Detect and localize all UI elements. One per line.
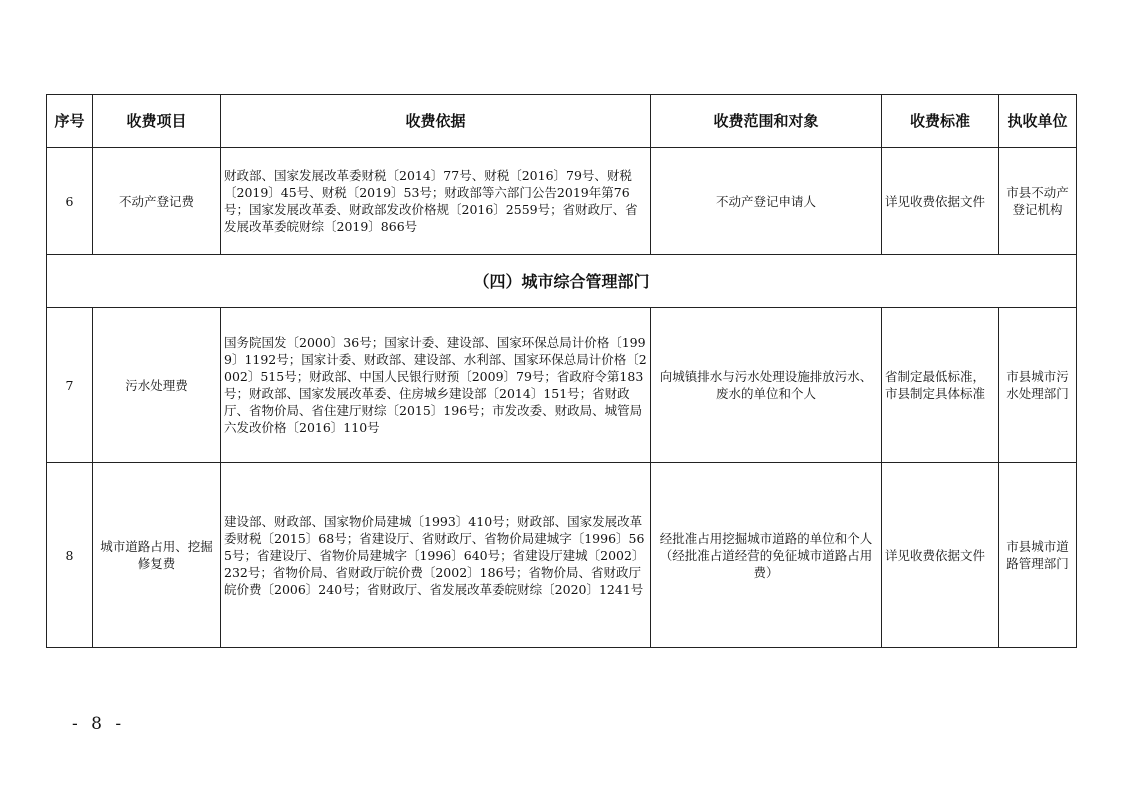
row-no: 6 [47,148,93,255]
page-number: - 8 - [72,714,126,734]
row-unit: 市县不动产登记机构 [999,148,1077,255]
table-row [47,148,1077,255]
header-item: 收费项目 [93,95,221,148]
row-item: 不动产登记费 [93,148,221,255]
section-title: （四）城市综合管理部门 [47,255,1077,308]
row-no: 7 [47,308,93,463]
row-standard: 省制定最低标准，市县制定具体标准 [882,308,999,463]
header-basis: 收费依据 [221,95,651,148]
row-basis: 建设部、财政部、国家物价局建城〔1993〕410号；财政部、国家发展改革委财税〔2015〕68号；省建设厅、省财政厅、省物价局建城字〔1996〕565号；省建设厅、省物价局建城字〔1996〕640号；省建设厅建城〔2002〕232号；省物价局、省财政厅皖价费〔2002〕186号；省物价局、省财政厅皖价费〔2006〕240号；省财政厅、省发展改革委皖财综〔2020〕1241号 [221,463,651,648]
header-unit: 执收单位 [999,95,1077,148]
table-row [47,308,1077,463]
section-row [47,255,1077,308]
row-no: 8 [47,463,93,648]
row-scope: 经批准占用挖掘城市道路的单位和个人（经批准占道经营的免征城市道路占用费） [651,463,882,648]
row-scope: 向城镇排水与污水处理设施排放污水、废水的单位和个人 [651,308,882,463]
table-row [47,463,1077,648]
fee-table [46,94,1077,648]
header-row [47,95,1077,148]
row-item: 污水处理费 [93,308,221,463]
header-no: 序号 [47,95,93,148]
row-scope: 不动产登记申请人 [651,148,882,255]
header-standard: 收费标准 [882,95,999,148]
row-unit: 市县城市道路管理部门 [999,463,1077,648]
header-scope: 收费范围和对象 [651,95,882,148]
row-standard: 详见收费依据文件 [882,463,999,648]
row-unit: 市县城市污水处理部门 [999,308,1077,463]
row-item: 城市道路占用、挖掘修复费 [93,463,221,648]
row-basis: 财政部、国家发展改革委财税〔2014〕77号、财税〔2016〕79号、财税〔2019〕45号、财税〔2019〕53号；财政部等六部门公告2019年第76号；国家发展改革委、财政部发改价格规〔2016〕2559号；省财政厅、省发展改革委皖财综〔2019〕866号 [221,148,651,255]
row-standard: 详见收费依据文件 [882,148,999,255]
row-basis: 国务院国发〔2000〕36号；国家计委、建设部、国家环保总局计价格〔1999〕1192号；国家计委、财政部、建设部、水利部、国家环保总局计价格〔2002〕515号；财政部、中国人民银行财预〔2009〕79号；省政府令第183号；财政部、国家发展改革委、住房城乡建设部〔2014〕151号；省财政厅、省物价局、省住建厅财综〔2015〕196号；市发改委、财政局、城管局六发改价格〔2016〕110号 [221,308,651,463]
